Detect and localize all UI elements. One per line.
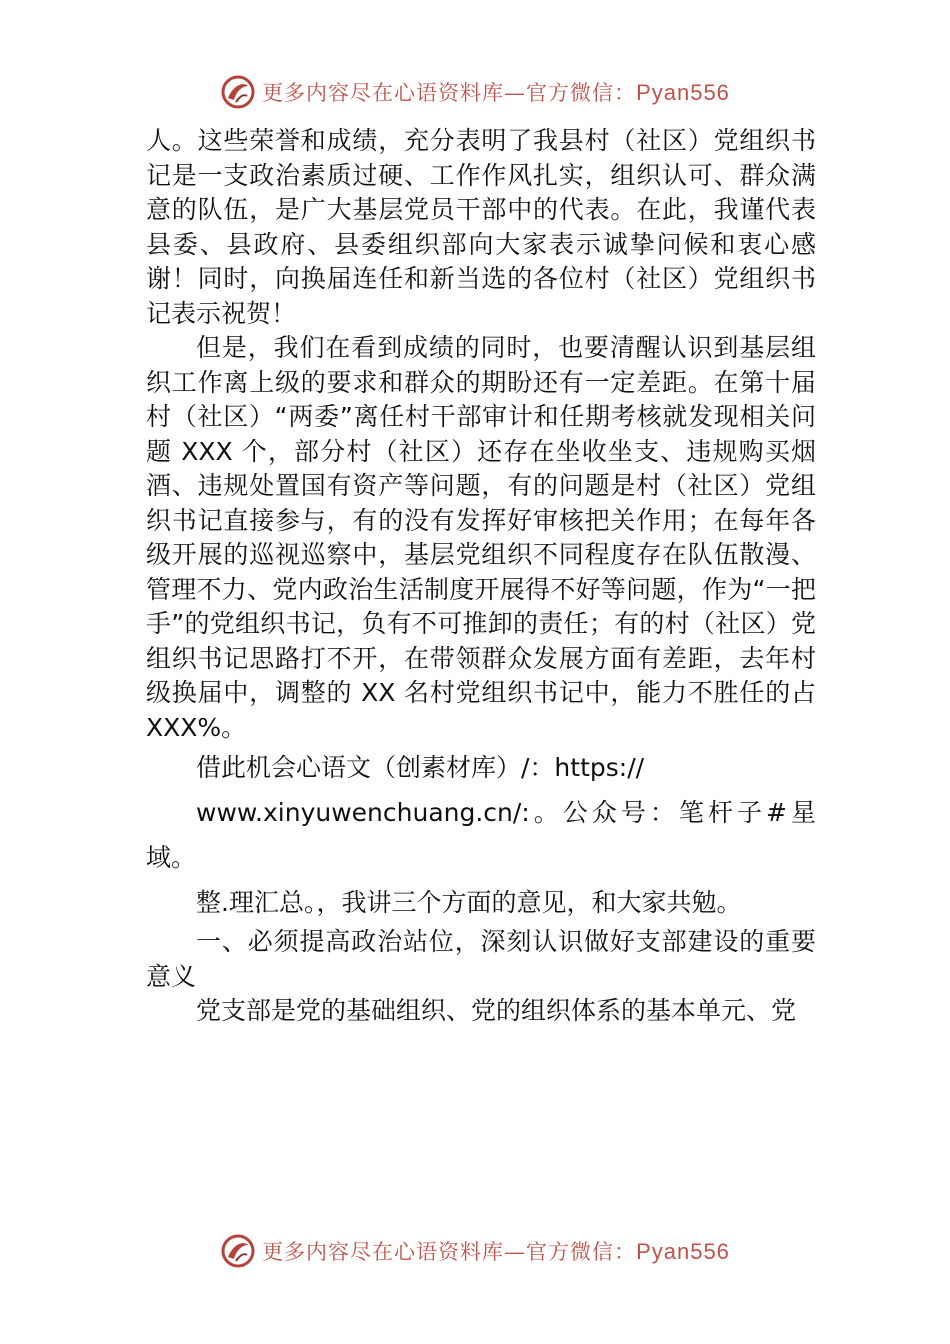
- footer-watermark-banner: [0, 1229, 950, 1273]
- paragraph-3-line-2: www.xinyuwenchuang.cn/:。公众号：笔杆子#星域。: [146, 798, 816, 872]
- paragraph-3-line-1: 借此机会心语文（创素材库）/：https://: [196, 753, 645, 782]
- header-wechat-id: Pyan556: [636, 80, 730, 105]
- paragraph-2: 但是，我们在看到成绩的同时，也要清醒认识到基层组织工作离上级的要求和群众的期盼还有一定差距。在第十届村（社区）“两委”离任村干部审计和任期考核就发现相关问题 XXX 个，部分村（社区）还存在坐收坐支、违规购买烟酒、违规处置国有资产等问题，有的问题是村（社区）党组织书记直接参与，有的没有发挥好审核把关作用；在每年各级开展的巡视巡察中，基层党组织不同程度存在队伍散漫、管理不力、党内政治生活制度开展得不好等问题，作为“一把手”的党组织书记，负有不可推卸的责任；有的村（社区）党组织书记思路打不开，在带领群众发展方面有差距，去年村级换届中，调整的 XX 名村党组织书记中，能力不胜任的占 XXX%。: [146, 333, 816, 742]
- header-banner-label: 更多内容尽在心语资料库—官方微信：: [262, 81, 637, 105]
- footer-banner-text: [262, 1236, 730, 1266]
- document-body: [146, 124, 816, 1029]
- footer-banner-label: 更多内容尽在心语资料库—官方微信：: [262, 1240, 637, 1264]
- paragraph-3-line-3: 整.理汇总。，我讲三个方面的意见，和大家共勉。: [196, 888, 742, 917]
- swirl-logo-icon: [220, 1233, 256, 1269]
- footer-wechat-id: Pyan556: [636, 1239, 730, 1264]
- header-watermark-banner: [0, 70, 950, 114]
- section-heading-1: 一、必须提高政治站位，深刻认识做好支部建设的重要意义: [146, 927, 816, 991]
- paragraph-1: 人。这些荣誉和成绩，充分表明了我县村（社区）党组织书记是一支政治素质过硬、工作作风扎实，组织认可、群众满意的队伍，是广大基层党员干部中的代表。在此，我谨代表县委、县政府、县委组织部向大家表示诚挚问候和衷心感谢！同时，向换届连任和新当选的各位村（社区）党组织书记表示祝贺！: [146, 126, 816, 328]
- paragraph-5: 党支部是党的基础组织、党的组织体系的基本单元、党: [196, 996, 797, 1025]
- header-banner-text: [262, 77, 730, 107]
- swirl-logo-icon: [220, 74, 256, 110]
